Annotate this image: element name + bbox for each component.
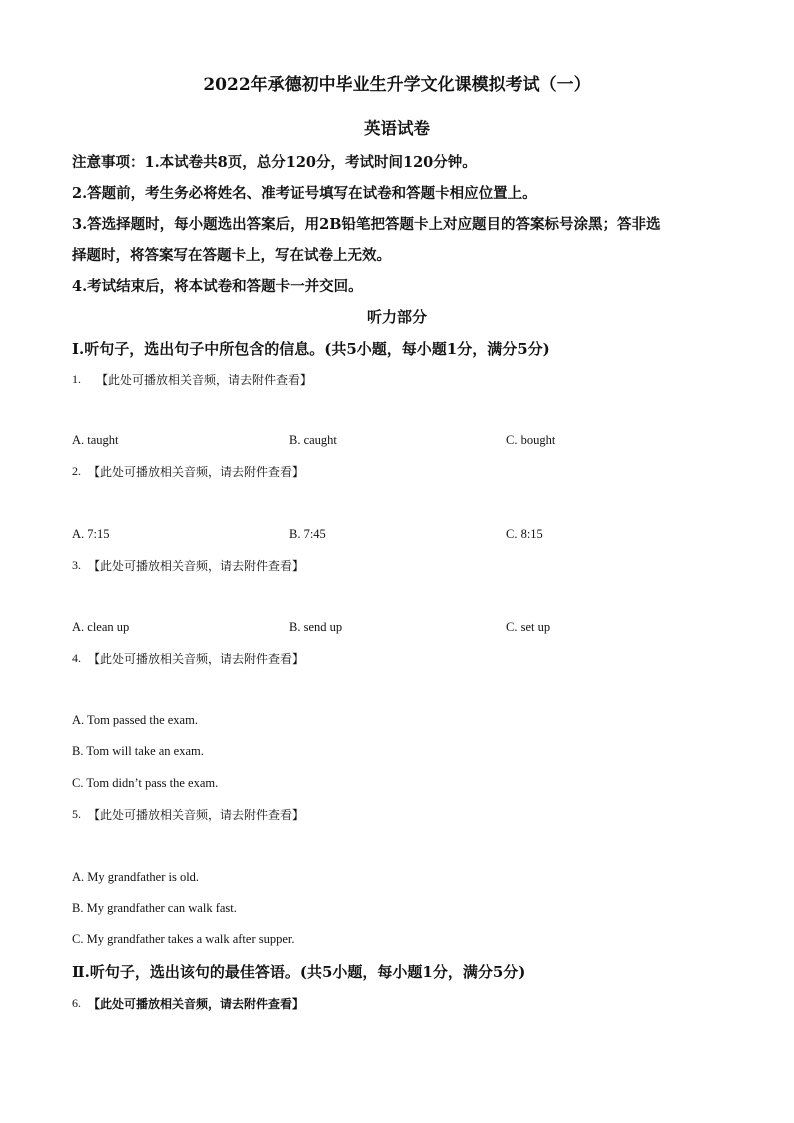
question-3-audio-note[interactable]: 【此处可播放相关音频，请去附件查看】 [88,559,305,573]
question-5-option-c: C. My grandfather takes a walk after supper. [72,932,295,946]
part-title: 听力部分 [366,308,427,326]
note-line-3: 3.答选择题时，每小题选出答案后，用2B铅笔把答题卡上对应题目的答案标号涂黑；答非选 [72,216,661,233]
note-line-5: 4.考试结束后，将本试卷和答题卡一并交回。 [72,278,363,295]
question-2-option-a: A. 7:15 [72,527,110,541]
section-2-title: Ⅱ.听句子，选出该句的最佳答语。(共5小题，每小题1分，满分5分) [72,963,526,981]
question-1-number: 1. [72,372,81,386]
question-3-option-c: C. set up [506,620,551,634]
question-3-number: 3. [72,558,81,572]
question-1-option-b: B. caught [289,433,337,447]
question-5-number: 5. [72,807,81,821]
question-6-number: 6. [72,996,81,1010]
question-2-audio-note[interactable]: 【此处可播放相关音频，请去附件查看】 [88,465,305,479]
section-1-title: Ⅰ.听句子，选出句子中所包含的信息。(共5小题，每小题1分，满分5分) [72,340,550,358]
note-line-1: 注意事项：1.本试卷共8页，总分120分，考试时间120分钟。 [72,154,477,171]
question-4-audio-note[interactable]: 【此处可播放相关音频，请去附件查看】 [88,652,305,666]
question-2-number: 2. [72,464,81,478]
question-5-option-b: B. My grandfather can walk fast. [72,901,237,915]
question-1-option-c: C. bought [506,433,556,447]
question-1-audio-note[interactable]: 【此处可播放相关音频，请去附件查看】 [96,373,313,387]
question-5-option-a: A. My grandfather is old. [72,870,200,884]
question-1-option-a: A. taught [72,433,119,447]
question-4-number: 4. [72,651,81,665]
question-4-option-c: C. Tom didn’t pass the exam. [72,776,219,790]
question-4-option-b: B. Tom will take an exam. [72,744,204,758]
question-2-option-b: B. 7:45 [289,527,326,541]
question-2-option-c: C. 8:15 [506,527,543,541]
question-3-option-a: A. clean up [72,620,130,634]
exam-subtitle: 英语试卷 [364,119,430,138]
note-line-4: 择题时，将答案写在答题卡上，写在试卷上无效。 [72,247,391,264]
note-line-2: 2.答题前，考生务必将姓名、准考证号填写在试卷和答题卡相应位置上。 [72,185,537,202]
question-6-audio-note[interactable]: 【此处可播放相关音频，请去附件查看】 [88,997,305,1011]
question-4-option-a: A. Tom passed the exam. [72,713,198,727]
exam-title: 2022年承德初中毕业生升学文化课模拟考试（一） [203,75,591,95]
question-5-audio-note[interactable]: 【此处可播放相关音频，请去附件查看】 [88,808,305,822]
question-3-option-b: B. send up [289,620,343,634]
